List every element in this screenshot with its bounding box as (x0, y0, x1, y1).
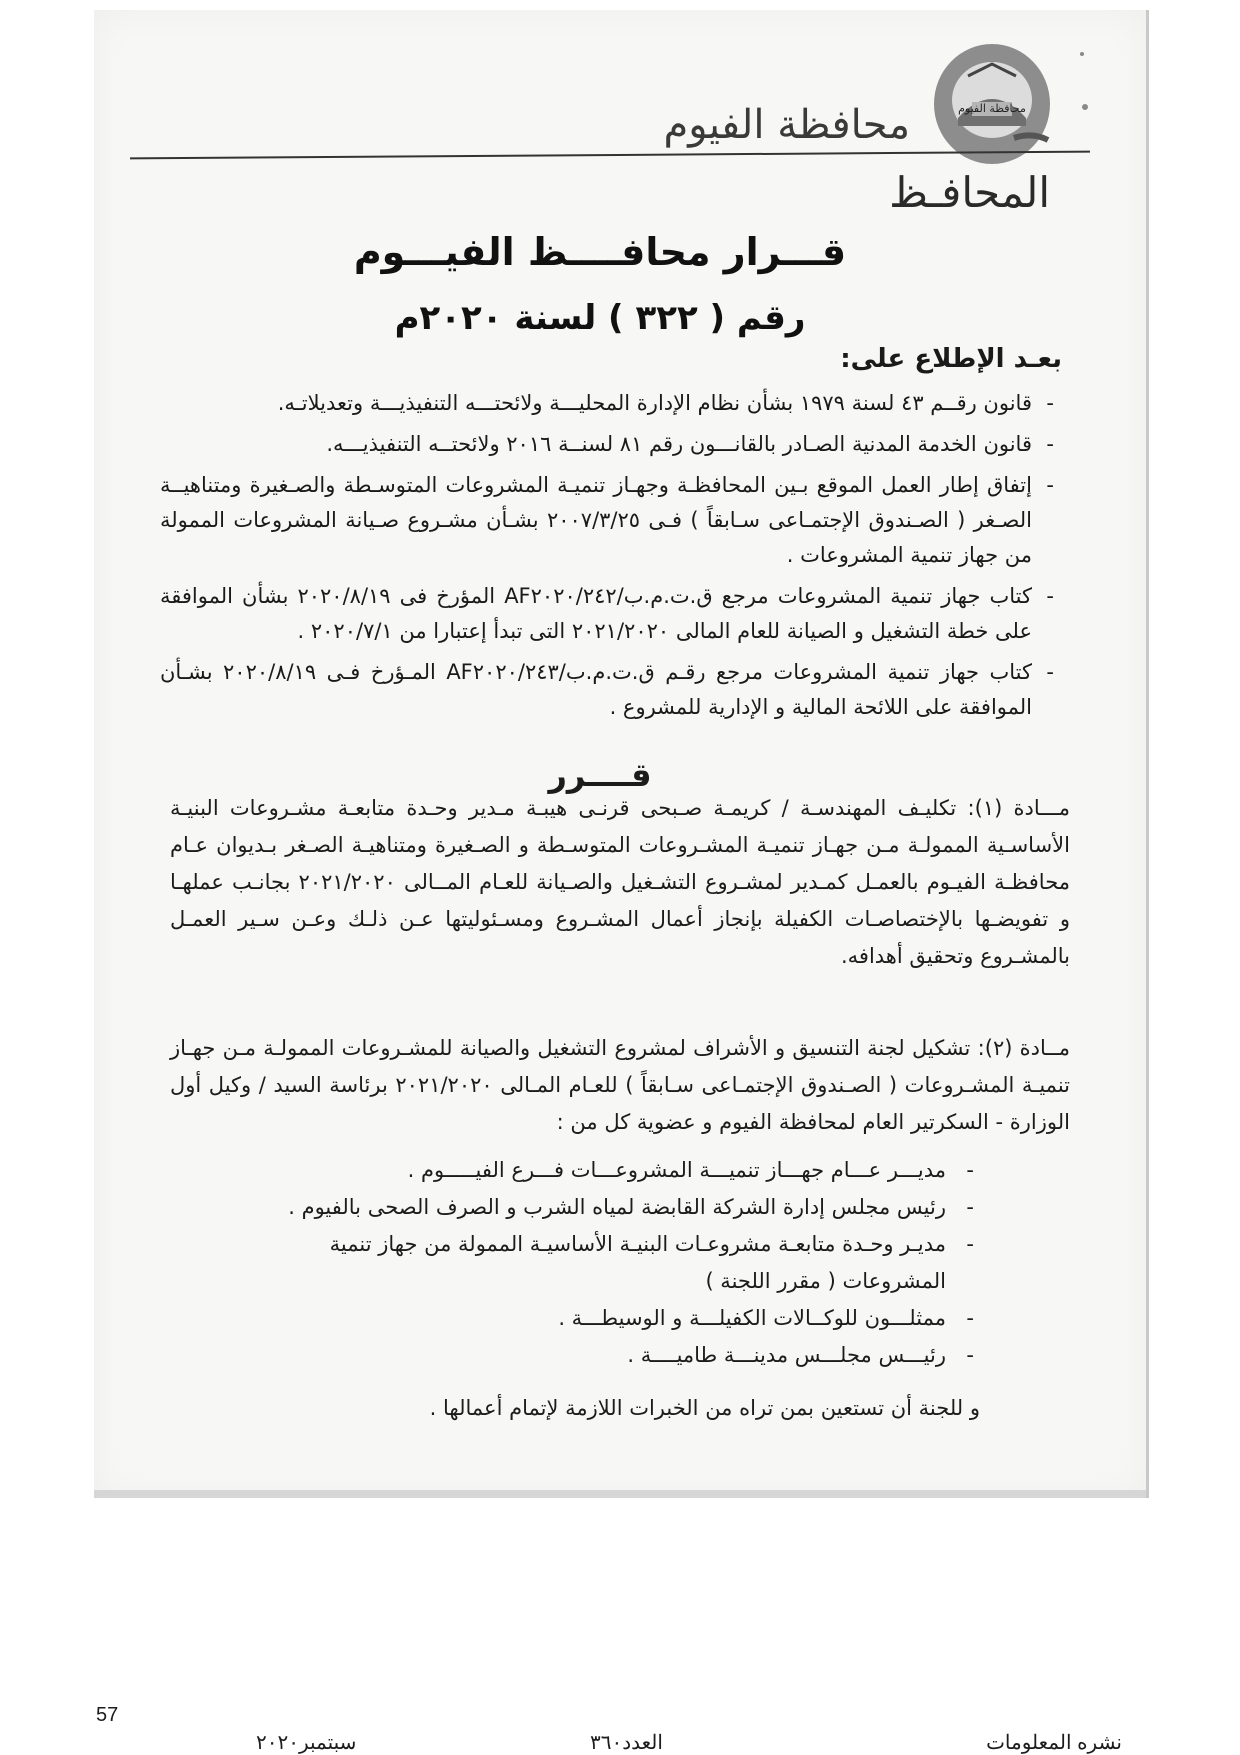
preamble-item: - إتفاق إطار العمل الموقع بـين المحافظـة وجهـاز تنميـة المشروعات المتوسـطة والصـغيرة ومتناهيــة الصـغر ( الصـندوق الإجتمـاعى سـابقاً ) فـى ٢٠٠٧/٣/٢٥ بشـأن مشـروع صـيانة المشروعات الممولة من جهاز تنمية المشروعات . (160, 468, 1060, 573)
article-1-text: تكليـف المهندسـة / كريمـة صـبحى قرنـى هيبـة مـدير وحـدة متابعـة مشـروعات البنيـة الأساسـية الممولـة مـن جهـاز تنميـة المشـروعات المتوسـطة و الصـغيرة ومتناهيـة الصـغر بـديوان عـام محافظـة الفيـوم بالعمـل كمـدير لمشـروع التشـغيل والصـيانة للعـام المــالى ٢٠٢١/٢٠٢٠ بجانـب عملهـا و تفويضـها بالإختصاصـات الكفيلة بإنجاز أعمال المشـروع ومسـئوليتها عـن ذلـك وعـن سـير العمـل بالمشـروع وتحقيق أهدافه. (170, 796, 1070, 968)
preamble-item: - قانون الخدمة المدنية الصـادر بالقانـــون رقم ٨١ لسنــة ٢٠١٦ ولائحتــه التنفيذيـــه. (160, 427, 1060, 462)
preamble-item: - كتاب جهاز تنمية المشروعات مرجع ق.ت.م.ب/AF٢٠٢٠/٢٤٢ المؤرخ فى ٢٠٢٠/٨/١٩ بشأن الموافقة على خطة التشغيل و الصيانة للعام المالى ٢٠٢١/٢٠٢٠ التى تبدأ إعتبارا من ٢٠٢٠/٧/١ . (160, 579, 1060, 649)
committee-member: - مديـــر عـــام جهـــاز تنميـــة المشروعـــات فـــرع الفيـــــوم . (240, 1152, 980, 1189)
article-1 (170, 790, 1070, 975)
closing-clause: و للجنة أن تستعين بمن تراه من الخبرات اللازمة لإتمام أعمالها . (429, 1396, 980, 1420)
article-1-label: مـــادة (١): (967, 796, 1071, 820)
footer-publication: نشره المعلومات (986, 1732, 1122, 1754)
page-number: 57 (96, 1704, 119, 1726)
committee-member: - مديـر وحـدة متابعـة مشروعـات البنيـة الأساسيـة الممولة من جهاز تنمية المشروعات ( مقرر اللجنة ) (240, 1226, 980, 1300)
decided-heading: قــــرر (548, 756, 652, 794)
committee-members-list (240, 1152, 980, 1374)
preamble-item: - قانون رقــم ٤٣ لسنة ١٩٧٩ بشأن نظام الإدارة المحليـــة ولائحتـــه التنفيذيـــة وتعديلاتـه. (160, 386, 1060, 421)
decision-number: رقم ( ٣٢٢ ) لسنة ٢٠٢٠م (394, 298, 806, 338)
governor-label: المحافـظ (889, 168, 1050, 217)
committee-member: - رئيس مجلس إدارة الشركة القابضة لمياه الشرب و الصرف الصحى بالفيوم . (240, 1189, 980, 1226)
preamble-heading: بعـد الإطلاع على: (840, 344, 1062, 374)
footer-issue: العدد٣٦٠ (590, 1732, 663, 1754)
committee-member: - ممثلـــون للوكــالات الكفيلـــة و الوسيطـــة . (240, 1300, 980, 1337)
preamble-item: - كتاب جهاز تنمية المشروعات مرجع رقـم ق.ت.م.ب/AF٢٠٢٠/٢٤٣ المـؤرخ فـى ٢٠٢٠/٨/١٩ بشـأن الموافقة على اللائحة المالية و الإدارية للمشروع . (160, 655, 1060, 725)
svg-text:محافظة الفيوم: محافظة الفيوم (958, 102, 1026, 115)
governorate-name: محافظة الفيوم (663, 102, 910, 148)
preamble-list (160, 386, 1060, 731)
committee-member: - رئيـــس مجلـــس مدينـــة طاميــــة . (240, 1337, 980, 1374)
scan-speck (1082, 104, 1088, 110)
article-2 (170, 1030, 1070, 1141)
scan-speck (1080, 52, 1084, 56)
decision-title: قـــرار محافــــظ الفيـــوم (353, 230, 847, 274)
fayoum-emblem-icon (928, 40, 1056, 168)
article-2-label: مــادة (٢): (977, 1036, 1070, 1060)
article-2-text: تشكيل لجنة التنسيق و الأشراف لمشروع التشغيل والصيانة للمشـروعات الممولـة مـن جهـاز تنميـة المشـروعات ( الصـندوق الإجتمـاعى سـابقاً ) للعـام المـالى ٢٠٢١/٢٠٢٠ برئاسة السيد / وكيل أول الوزارة - السكرتير العام لمحافظة الفيوم و عضوية كل من : (170, 1036, 1070, 1134)
footer-date: سبتمبر٢٠٢٠ (256, 1732, 357, 1754)
scan-edge (94, 1490, 1146, 1498)
